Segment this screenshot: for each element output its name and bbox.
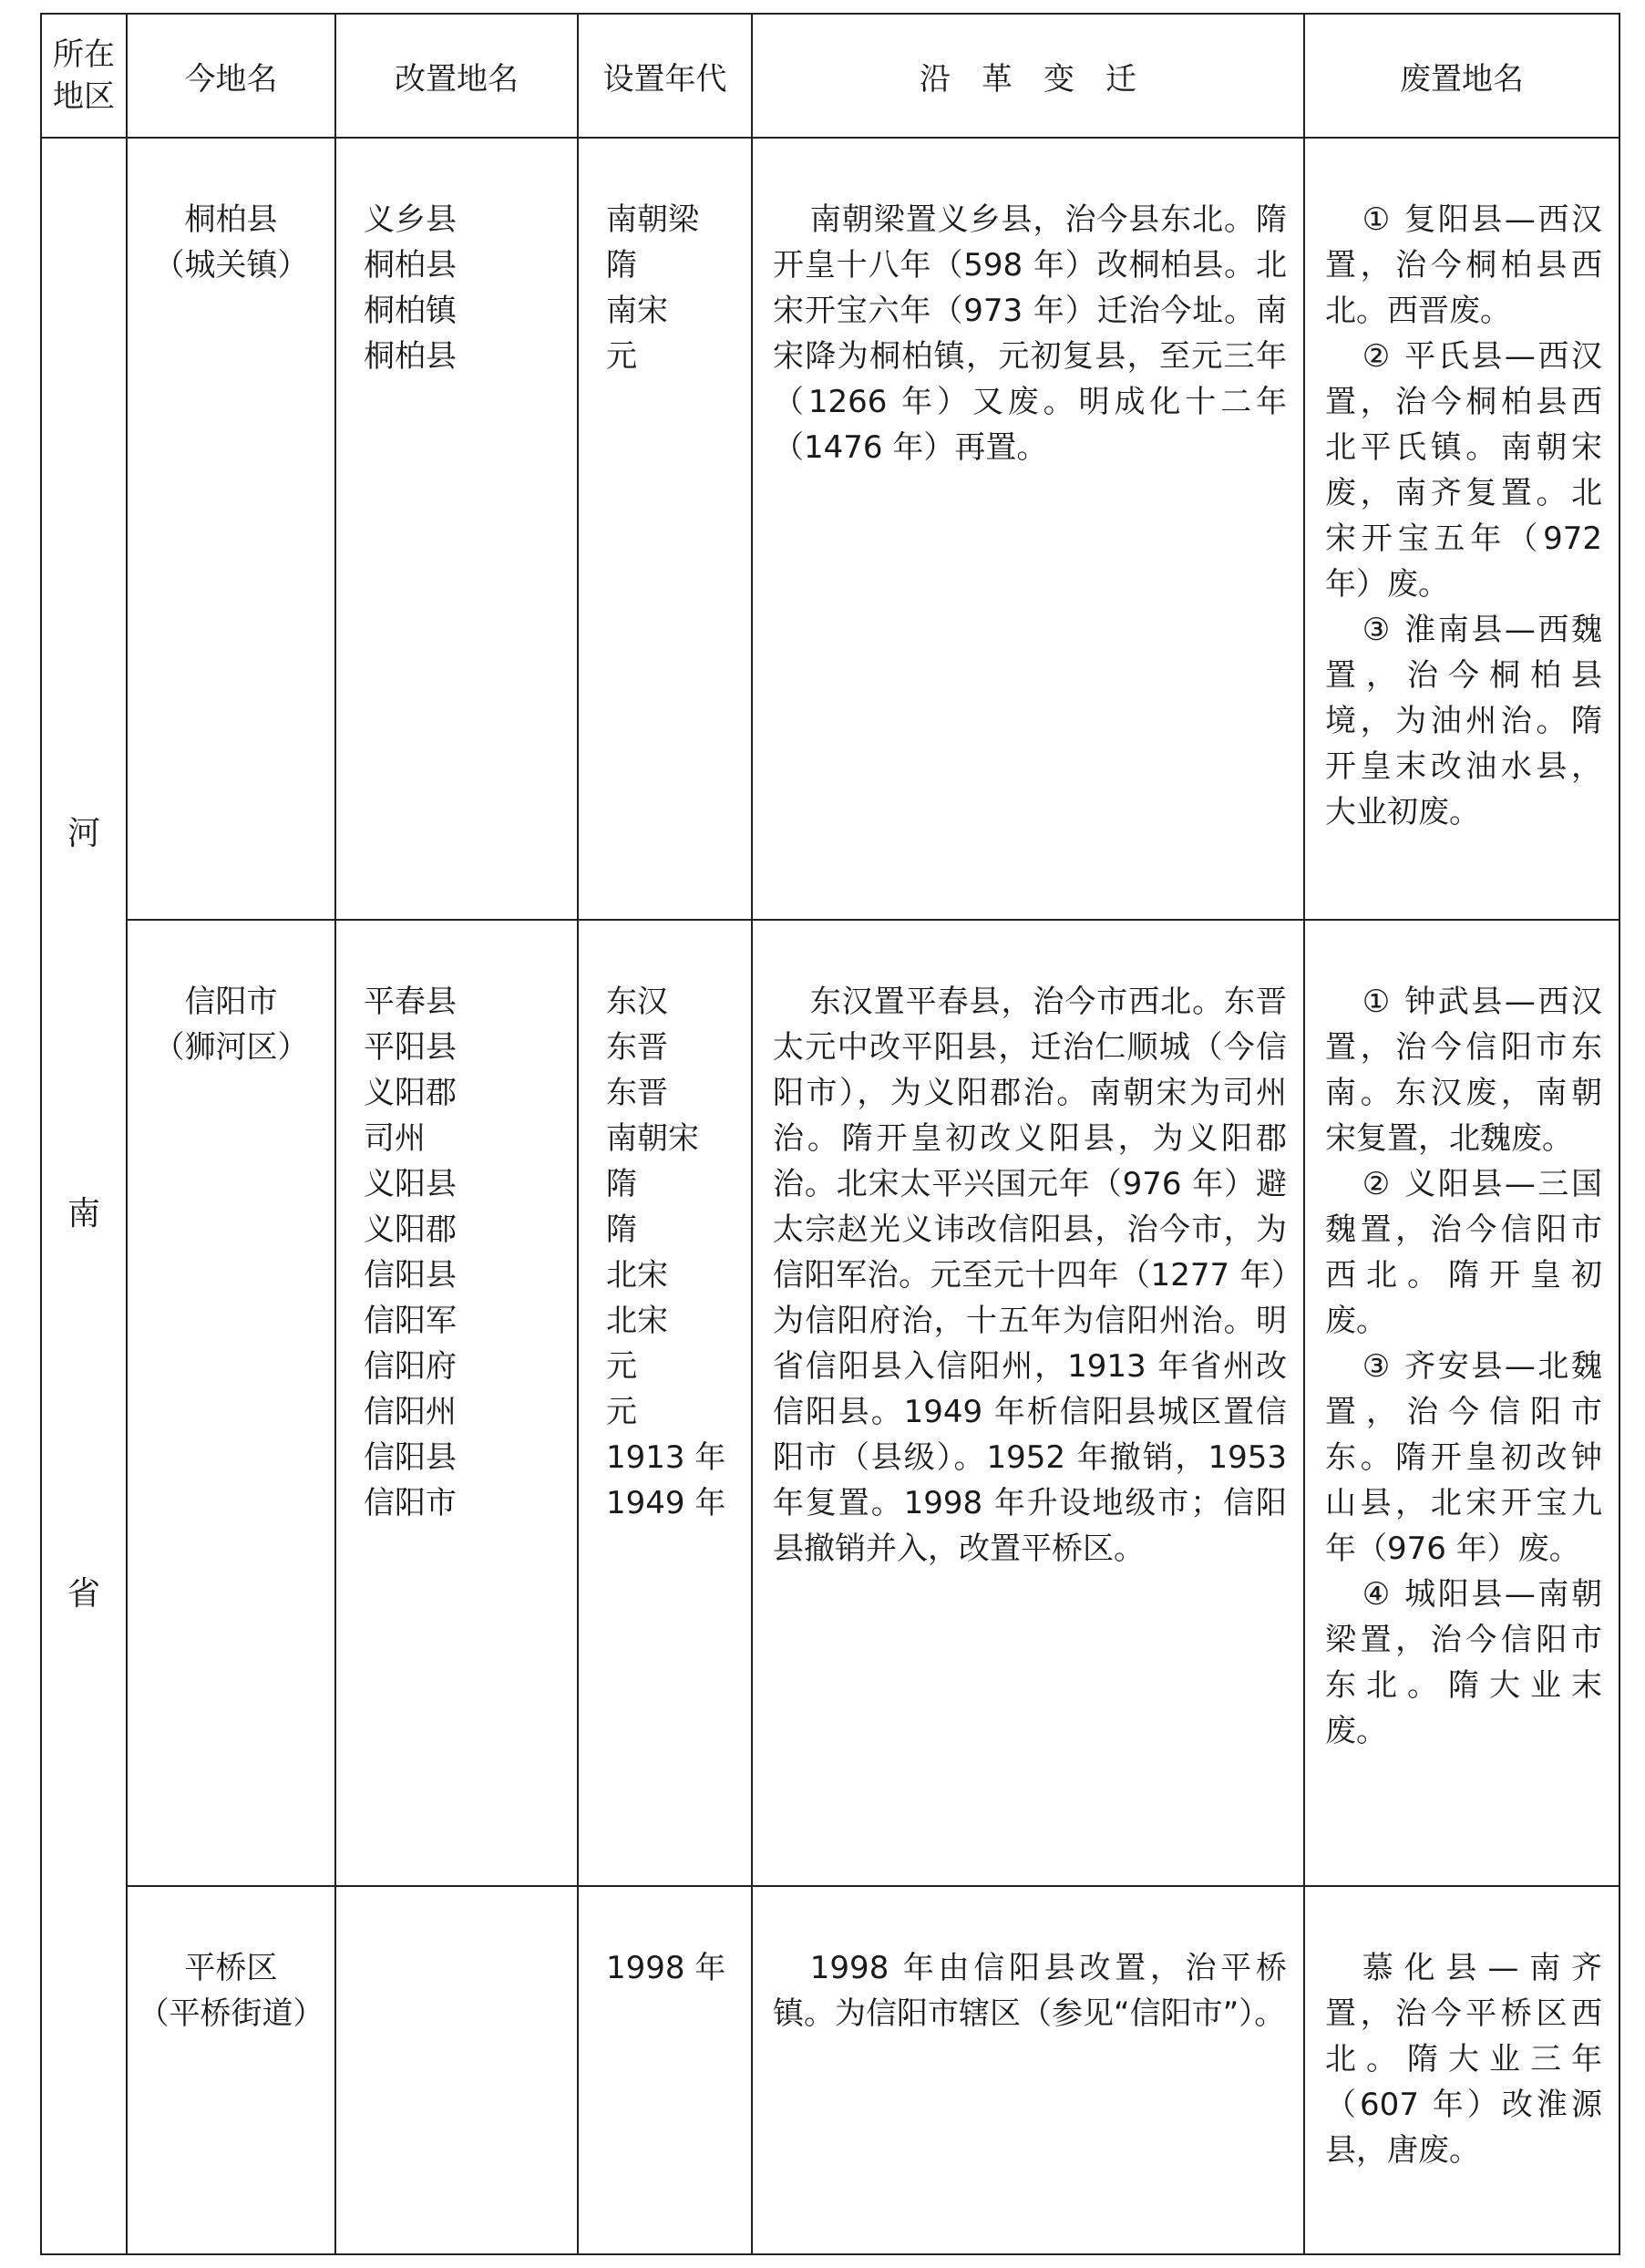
modern-name-cell <box>127 920 335 1886</box>
header-row <box>41 14 1619 138</box>
abolished-cell <box>1304 920 1619 1886</box>
era-item: 南朝梁 <box>606 201 699 238</box>
former-name-cell <box>335 138 578 920</box>
era-item: 北宋 <box>606 1257 668 1294</box>
history-cell: 1998 年由信阳县改置，治平桥镇。为信阳市辖区（参见“信阳市”）。 <box>752 1886 1304 2254</box>
modern-name: 桐柏县 <box>184 201 278 238</box>
abolished-entry: 慕化县—南齐置，治今平桥区西北。隋大业三年（607 年）改淮源县，唐废。 <box>1325 1950 1602 2169</box>
table-row <box>41 138 1619 920</box>
region-char-3: 省 <box>67 1575 100 1613</box>
era-item: 东汉 <box>606 984 668 1020</box>
era-item: 南宋 <box>606 293 668 329</box>
abolished-entry: ③ 淮南县—西魏置，治今桐柏县境，为油州治。隋开皇末改油水县，大业初废。 <box>1325 612 1602 830</box>
former-name: 平春县 <box>364 984 457 1020</box>
modern-name-sub: （城关镇） <box>153 247 309 284</box>
era-item: 元 <box>606 1394 637 1430</box>
abolished-entry: ④ 城阳县—南朝梁置，治今信阳市东北。隋大业末废。 <box>1325 1576 1602 1749</box>
former-name: 司州 <box>364 1120 426 1157</box>
former-name: 桐柏县 <box>364 338 457 375</box>
modern-name: 平桥区 <box>184 1950 278 1986</box>
era-item: 元 <box>606 338 637 375</box>
former-name: 信阳州 <box>364 1394 457 1430</box>
history-cell: 东汉置平春县，治今市西北。东晋太元中改平阳县，迁治仁顺城（今信阳市），为义阳郡治。南朝宋为司州治。隋开皇初改义阳县，为义阳郡治。北宋太平兴国元年（976 年）避太宗赵光义讳改信阳县，治今市，为信阳军治。元至元十四年（1277 年）为信阳府治，十五年为信阳州治。明省信阳县入信阳州，1913 年省州改信阳县。1949 年析信阳县城区置信阳市（县级）。1952 年撤销，1953 年复置。1998 年升设地级市；信阳县撤销并入，改置平桥区。 <box>752 920 1304 1886</box>
abolished-cell <box>1304 138 1619 920</box>
era-item: 隋 <box>606 1166 637 1202</box>
era-cell <box>578 138 752 920</box>
era-cell <box>578 920 752 1886</box>
header-history: 沿 革 变 迁 <box>752 14 1304 138</box>
era-item: 北宋 <box>606 1303 668 1339</box>
history-cell: 南朝梁置义乡县，治今县东北。隋开皇十八年（598 年）改桐柏县。北宋开宝六年（973 年）迁治今址。南宋降为桐柏镇，元初复县，至元三年（1266 年）又废。明成化十二年（1476 年）再置。 <box>752 138 1304 920</box>
former-name: 信阳县 <box>364 1439 457 1476</box>
former-name: 义阳郡 <box>364 1211 457 1248</box>
former-name: 义阳郡 <box>364 1075 457 1111</box>
era-item: 1913 年 <box>606 1439 726 1476</box>
modern-name-cell <box>127 138 335 920</box>
region-cell <box>41 138 127 2254</box>
former-name: 桐柏县 <box>364 247 457 284</box>
abolished-entry: ③ 齐安县—北魏置，治今信阳市东。隋开皇初改钟山县，北宋开宝九年（976 年）废。 <box>1325 1348 1602 1567</box>
era-item: 东晋 <box>606 1075 668 1111</box>
former-name: 义阳县 <box>364 1166 457 1202</box>
region-char-1: 河 <box>67 815 100 852</box>
header-area-line1: 所在 <box>53 36 115 73</box>
former-name: 信阳县 <box>364 1257 457 1294</box>
former-name: 桐柏镇 <box>364 293 457 329</box>
era-item: 隋 <box>606 247 637 284</box>
header-former-name: 改置地名 <box>335 14 578 138</box>
era-item: 1949 年 <box>606 1485 726 1521</box>
header-abolished-name: 废置地名 <box>1304 14 1619 138</box>
header-area-line2: 地区 <box>53 78 115 115</box>
era-item: 东晋 <box>606 1029 668 1066</box>
modern-name: 信阳市 <box>184 984 278 1020</box>
era-cell <box>578 1886 752 2254</box>
abolished-cell <box>1304 1886 1619 2254</box>
table-row <box>41 920 1619 1886</box>
modern-name-cell <box>127 1886 335 2254</box>
table-row <box>41 1886 1619 2254</box>
former-name: 义乡县 <box>364 201 457 238</box>
place-name-table <box>40 13 1620 2255</box>
former-name: 信阳府 <box>364 1348 457 1385</box>
abolished-entry: ② 义阳县—三国魏置，治今信阳市西北。隋开皇初废。 <box>1325 1166 1602 1339</box>
abolished-entry: ① 复阳县—西汉置，治今桐柏县西北。西晋废。 <box>1325 201 1602 329</box>
header-era: 设置年代 <box>578 14 752 138</box>
abolished-entry: ② 平氏县—西汉置，治今桐柏县西北平氏镇。南朝宋废，南齐复置。北宋开宝五年（972 年）废。 <box>1325 338 1602 603</box>
era-item: 隋 <box>606 1211 637 1248</box>
document-page <box>40 13 1619 2255</box>
modern-name-sub: （狮河区） <box>153 1029 309 1066</box>
era-item: 南朝宋 <box>606 1120 699 1157</box>
header-area <box>41 14 127 138</box>
era-item: 元 <box>606 1348 637 1385</box>
former-name: 信阳军 <box>364 1303 457 1339</box>
former-name: 信阳市 <box>364 1485 457 1521</box>
abolished-entry: ① 钟武县—西汉置，治今信阳市东南。东汉废，南朝宋复置，北魏废。 <box>1325 984 1602 1157</box>
former-name: 平阳县 <box>364 1029 457 1066</box>
modern-name-sub: （平桥街道） <box>138 1995 324 2032</box>
era-item: 1998 年 <box>606 1950 726 1986</box>
header-modern-name: 今地名 <box>127 14 335 138</box>
former-name-cell <box>335 1886 578 2254</box>
former-name-cell <box>335 920 578 1886</box>
region-char-2: 南 <box>67 1195 100 1232</box>
